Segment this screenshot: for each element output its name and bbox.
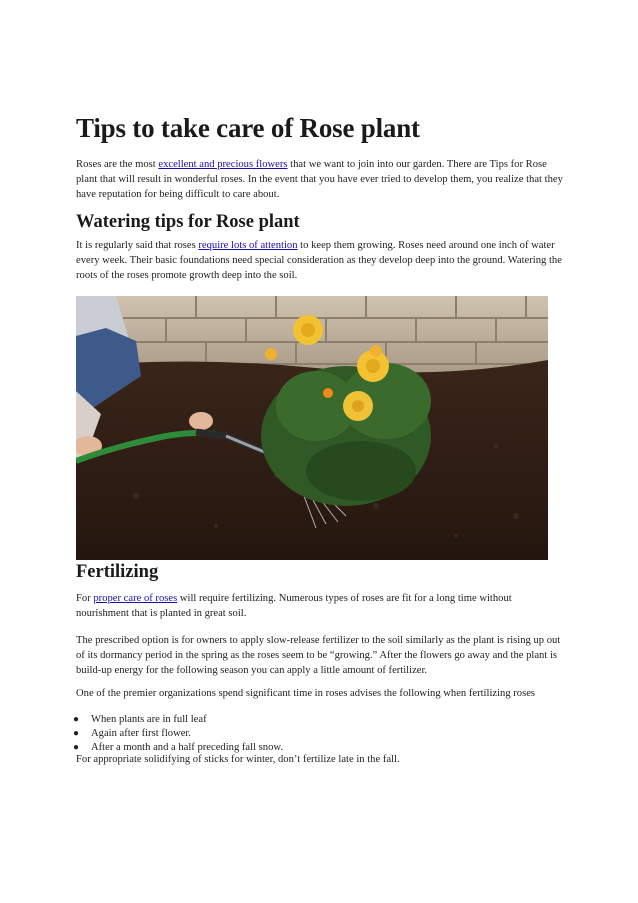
proper-care-link[interactable]: proper care of roses — [93, 593, 178, 604]
intro-text-start: Roses are the most — [76, 159, 159, 170]
bullet-icon: ● — [73, 714, 80, 725]
list-item-text: Again after first flower. — [91, 728, 192, 739]
bullet-icon: ● — [73, 742, 80, 753]
fertilizing-paragraph-3: One of the premier organizations spend significant time in roses advises the following when fertilizing roses — [76, 688, 536, 699]
list-item-text: When plants are in full leaf — [91, 714, 207, 725]
watering-paragraph — [76, 238, 566, 283]
closing-paragraph: For appropriate solidifying of sticks for winter, don’t fertilize late in the fall. — [76, 754, 400, 765]
fertilizing-paragraph-1 — [76, 591, 566, 621]
intro-paragraph — [76, 157, 566, 202]
watering-heading: Watering tips for Rose plant — [76, 212, 300, 232]
fertilizing-bullet-list — [73, 713, 566, 755]
fertilizing-heading: Fertilizing — [76, 562, 159, 582]
photo-watering-roses-icon — [76, 296, 548, 560]
fertilizing-text-start: For — [76, 593, 94, 604]
intro-text-end: that we want to join into our garden. There are Tips for Rose plant that will result in wonderful roses. In the event that you have ever tried to develop them, you realize that they have reputation for being difficult to care about. — [76, 159, 563, 200]
watering-text-start: It is regularly said that roses — [76, 240, 199, 251]
bullet-icon: ● — [73, 728, 80, 739]
page-title: Tips to take care of Rose plant — [76, 113, 420, 143]
watering-roses-photo — [76, 296, 548, 560]
list-item — [73, 727, 566, 741]
fertilizing-paragraph-2: The prescribed option is for owners to apply slow-release fertilizer to the soil similarly as the plant is rising up out of its dormancy period in the spring as the roses seem to be “growing.” After the flowers go away and the plant is build-up energy for the following season you can apply a little amount of fertilizer. — [76, 635, 561, 676]
require-attention-link[interactable]: require lots of attention — [198, 240, 298, 251]
list-item-text: After a month and a half preceding fall snow. — [91, 742, 283, 753]
list-item — [73, 713, 566, 727]
excellent-flowers-link[interactable]: excellent and precious flowers — [158, 159, 288, 170]
watering-text-end: to keep them growing. Roses need around one inch of water every week. Their basic foundations need special consideration as they develop deep into the ground. Watering the roots of the roses promote growth deep into the soil. — [76, 240, 562, 281]
fertilizing-text-end: will require fertilizing. Numerous types of roses are fit for a long time without nourishment that is planted in great soil. — [76, 593, 512, 619]
